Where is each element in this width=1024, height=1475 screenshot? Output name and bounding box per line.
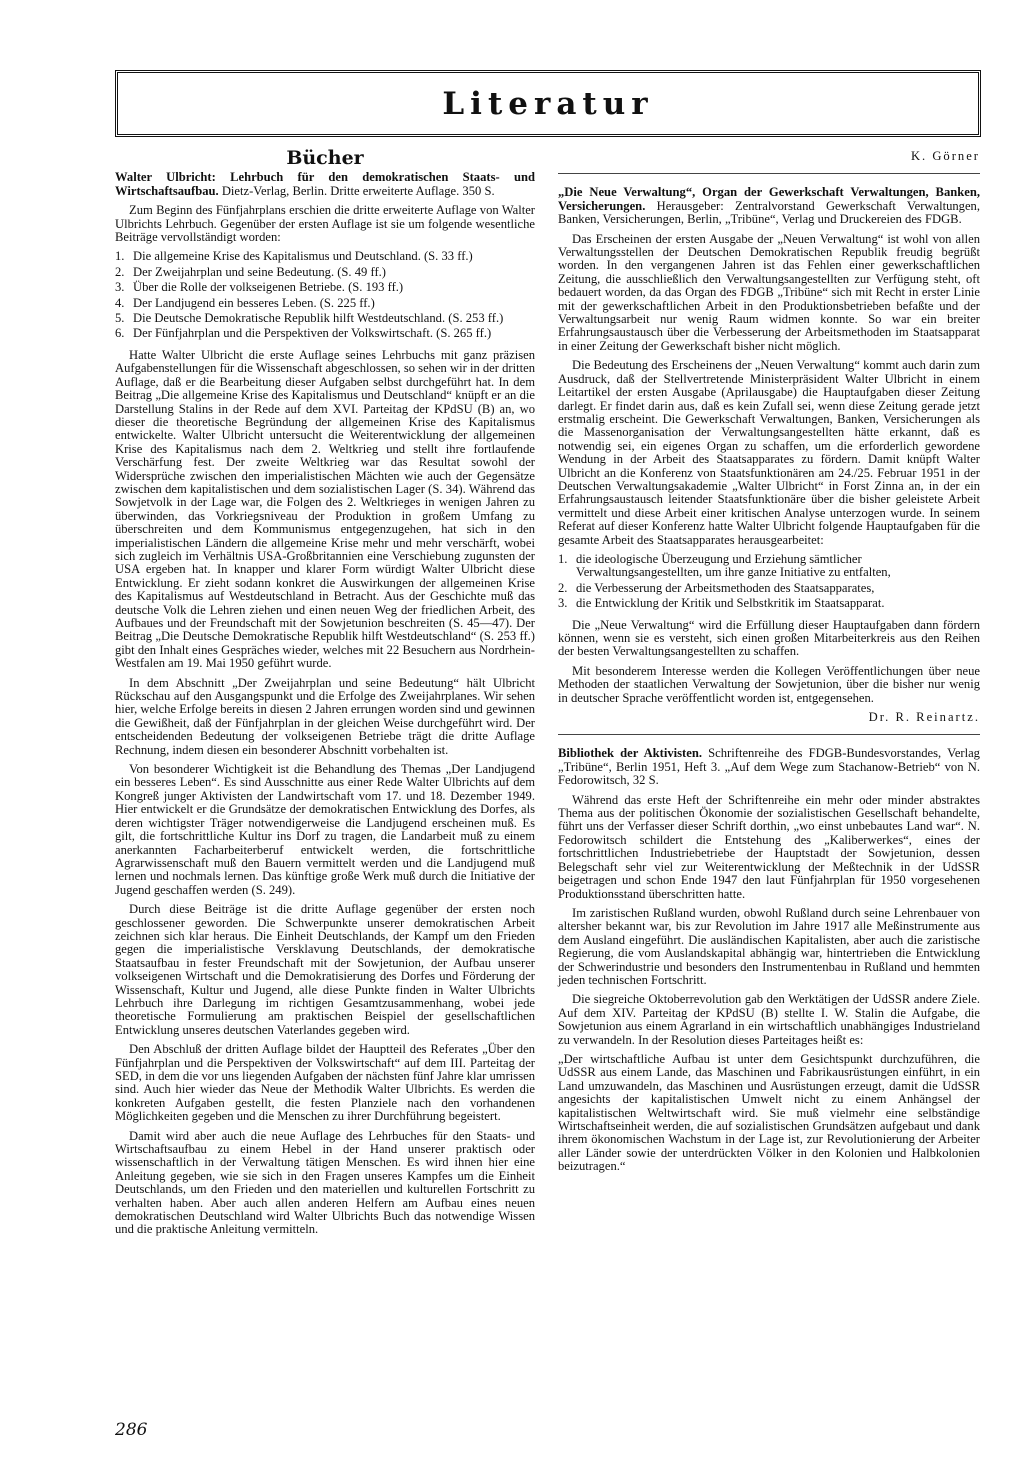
list-number: 2. [558, 580, 568, 595]
review-paragraph-continued: Damit wird aber auch die neue Auflage des Lehrbuches für den Staats- und Wirtschaftsaufbau zu einem Hebel in der Hand unserer praktisch oder wissenschaftlich in der Verwaltung tätigen Menschen. Es wird ihnen hier eine Anleitung gegeben, wie sie sich in den Fragen unseres Kampfes um die Einheit Deutschlands, um den Frieden und den materiellen und kulturellen Fortschritt zu verhalten haben. Aber auch allen anderen Helfern am Aufbau eines neuen demokratischen Deutschland wird Walter Ulbrichts Buch das notwendige Wissen und die praktische Anleitung vermitteln. [115, 1128, 535, 1237]
divider [558, 734, 980, 735]
list-number: 4. [115, 295, 125, 310]
list-text: Die Deutsche Demokratische Republik hilft Westdeutschland. (S. 253 ff.) [133, 311, 504, 326]
review-paragraph: Mit besonderem Interesse werden die Kollegen Veröffentlichungen über neue Methoden der staatlichen Verwaltung der Sowjetunion, über die bisher nur wenig in deutscher Sprache veröffentlicht worden ist, entgegensehen. [558, 663, 980, 705]
page-number: 286 [115, 1420, 148, 1440]
book-entry-title: „Die Neue Verwaltung“, Organ der Gewerkschaft Verwaltungen, Banken, Versicherungen. [558, 185, 980, 213]
book-entry-ulbricht [115, 171, 535, 198]
right-column [558, 148, 980, 1180]
list-item [558, 597, 980, 610]
review-paragraph: Hatte Walter Ulbricht die erste Auflage seines Lehrbuchs mit ganz präzisen Aufgabenstellungen für die Wissenschaft abgeschlossen, so sehen wir in der dritten Auflage, daß er die Bearbeitung dieser Aufgaben selbst durchgeführt hat. In dem Beitrag „Die allgemeine Krise des Kapitalismus und Deutschland“ knüpft er an die Darstellung Stalins in der Rede auf dem XVI. Parteitag der KPdSU (B) an, wo dieser die theoretische Begründung der allgemeinen Krise des Kapitalismus entwickelte. Walter Ulbricht untersucht die Weiterentwicklung der allgemeinen Krise des Kapitalismus nach dem 2. Weltkrieg und stellt ihre fortlaufende Verschärfung fest. Der zweite Weltkrieg war das Resultat sowohl der Widersprüche zwischen den imperialistischen Mächten wie auch der Gegensätze zwischen dem kapitalistischen und dem sozialistischen Lager (S. 34). Während das Sowjetvolk in der Lage war, die Folgen des 2. Weltkrieges in wenigen Jahren zu überwinden, das Vorkriegsniveau der Produktion in großem Umfang zu überschreiten und dem Kommunismus entgegenzugehen, hat sich in den imperialistischen Ländern die allgemeine Krise mehr und mehr verschärft, wobei sich zugleich im Verhältnis USA-Großbritannien eine Verschiebung zugunsten der USA ergeben hat. In knapper und klarer Form würdigt Walter Ulbricht diese Entwicklung. Er zieht sodann konkret die Auswirkungen der allgemeinen Krise des Kapitalismus auf Westdeutschland in Betracht. Aus der Geschichte muß das deutsche Volk die Lehren ziehen und einen neuen Weg der friedlichen Arbeit, des Aufbaues und der Freundschaft mit der Sowjetunion beschreiten (S. 45—47). Der Beitrag „Die Deutsche Demokratische Republik hilft Westdeutschland“ (S. 253 ff.) gibt den Inhalt eines Gespräches wieder, welches mit 22 Besuchern aus Nordrhein-Westfalen am 19. Mai 1950 geführt wurde. [115, 347, 535, 671]
list-item [115, 281, 535, 294]
signature-reinartz: Dr. R. Reinartz. [868, 710, 980, 725]
review-paragraph: Die siegreiche Oktoberrevolution gab den Werktätigen der UdSSR andere Ziele. Auf dem XIV. Parteitag der KPdSU (B) stellte I. W. Stalin die Aufgabe, die Sowjetunion aus einem Agrarland in ein wirtschaftlich unabhängiges Industrieland zu verwandeln. In der Resolution dieses Parteitages heißt es: [558, 992, 980, 1047]
book-entry-details: Dietz-Verlag, Berlin. Dritte erweiterte Auflage. 350 S. [218, 183, 495, 198]
left-column [115, 148, 535, 1243]
book-entry-details: Herausgeber: Zentralvorstand Gewerkschaft Verwaltungen, Banken, Versicherungen, Berlin, „Tribüne“, Verlag und Druckereien des FDGB. [558, 198, 980, 227]
review-paragraph: Zum Beginn des Fünfjahrplans erschien die dritte erweiterte Auflage von Walter Ulbrichts Lehrbuch. Gegenüber der ersten Auflage ist sie um folgende wesentliche Beiträge vervollständigt worden: [115, 203, 535, 245]
list-item [558, 553, 980, 580]
review-paragraph: Von besonderer Wichtigkeit ist die Behandlung des Themas „Der Landjugend ein besseres Leben“. Es sind Ausschnitte aus einer Rede Walter Ulbrichts auf dem Kongreß junger Aktivisten der Landwirtschaft vom 17. und 18. Dezember 1949. Hier entwickelt er die Grundsätze der demokratischen Entwicklung des Dorfes, als deren wichtigster Träger notwendigerweise die Landjugend erscheinen muß. Es gilt, die fortschrittliche Kultur ins Dorf zu tragen, die Landarbeit muß zu einem anerkannten Facharbeiterberuf entwickelt werden, die fortschrittliche Agrarwissenschaft muß den Bauern vermittelt werden und die Landjugend muß lernen und nochmals lernen. Das künftige große Werk muß durch die Initiative der Jugend geschaffen werden (S. 249). [115, 762, 535, 897]
list-text: Der Zweijahrplan und seine Bedeutung. (S. 49 ff.) [133, 264, 386, 279]
list-text: die ideologische Überzeugung und Erziehung sämtlicher Verwaltungsangestellten, um ihre ganze Initiative zu entfalten, [576, 551, 891, 580]
book-entry-title: Bibliothek der Aktivisten. [558, 746, 702, 761]
review-paragraph: Den Abschluß der dritten Auflage bildet der Hauptteil des Referates „Über den Fünfjahrplan und die Perspektiven der Volkswirtschaft“ auf dem III. Parteitag der SED, in dem die vor uns liegenden Aufgaben der nächsten fünf Jahre klar umrissen sind. Auch hier wieder das Neue der Methodik Walter Ulbrichts. Es werden die konkreten Aufgaben gestellt, die festen Planziele nach den vorhandenen Möglichkeiten gegeben und die Menschen zu ihrer Durchführung begeistert. [115, 1042, 535, 1124]
list-text: Die allgemeine Krise des Kapitalismus und Deutschland. (S. 33 ff.) [133, 249, 473, 264]
list-item [558, 582, 980, 595]
list-text: Über die Rolle der volkseigenen Betriebe. (S. 193 ff.) [133, 280, 404, 295]
review-paragraph: Die Bedeutung des Erscheinens der „Neuen Verwaltung“ kommt auch darin zum Ausdruck, daß der Stellvertretende Ministerpräsident Walter Ulbricht in einem Leitartikel der ersten Ausgabe (Aprilausgabe) die Hauptaufgaben dieser Zeitung darlegt. Er findet darin aus, daß es kein Zufall sei, wenn diese Zeitung gerade jetzt erstmalig erscheint. Die Gewerkschaft Verwaltungen, Banken, Versicherungen als die Massenorganisation der Verwaltungsangestellten hätte erkannt, daß es notwendig sei, ein eigenes Organ zu schaffen, um die erforderlich gewordene Wendung in der Arbeit des Staatsapparates zu fördern. Damit knüpft Walter Ulbricht an die Konferenz von Staatsfunktionären am 24./25. Februar 1951 in der Deutschen Verwaltungsakademie „Walter Ulbricht“ in Forst Zinna an, in der ein Erfahrungsaustausch leitender Staatsfunktionäre über die bisher geleistete Arbeit vermittelt und diese Arbeit einer kritischen Analyse unterzogen wurde. In seinem Referat auf dieser Konferenz hatte Walter Ulbricht folgende Hauptaufgaben für die gesamte Arbeit des Staatsapparates herausgearbeitet: [558, 358, 980, 547]
book-entry-bibliothek [558, 747, 980, 787]
header-frame [115, 70, 981, 137]
list-text: die Verbesserung der Arbeitsmethoden des Staatsapparates, [576, 580, 875, 595]
list-text: Der Fünfjahrplan und die Perspektiven der Volkswirtschaft. (S. 265 ff.) [133, 326, 492, 341]
contents-list [115, 250, 535, 340]
review-paragraph: Die „Neue Verwaltung“ wird die Erfüllung dieser Hauptaufgaben dann fördern können, wenn sie es versteht, sich einen großen Mitarbeiterkreis aus den Reihen der besten Verwaltungsangestellten zu schaffen. [558, 617, 980, 659]
review-paragraph: Das Erscheinen der ersten Ausgabe der „Neuen Verwaltung“ ist wohl von allen Verwaltungsstellen der Deutschen Demokratischen Republik freudig begrüßt worden. In den vergangenen Jahren ist das Fehlen einer gewerkschaftlichen Zeitung, die ausschließlich den Verwaltungsangestellten zur Verfügung steht, oft bedauert worden, da das Organ des FDGB „Tribüne“ sich mit Recht in erster Linie mit der gewerkschaftlichen Arbeit in den Produktionsbetrieben befaßte und der Verwaltungsarbeit nur wenig Raum widmen konnte. So war ein breiter Erfahrungsaustausch über die Verbesserung der Arbeitsmethoden im Staatsapparat in einer Zeitung der Gewerkschaft bisher nicht möglich. [558, 231, 980, 353]
divider [558, 173, 980, 174]
review-paragraph: In dem Abschnitt „Der Zweijahrplan und seine Bedeutung“ hält Ulbricht Rückschau auf den Ausgangspunkt und die Erfolge des Zweijahrplanes. Wir sehen hier, welche Erfolge bereits in diesen 2 Jahren errungen worden sind und gewinnen die Gewißheit, daß der Fünfjahrplan in der gleichen Weise durchgeführt wird. Der entscheidenden Bedeutung der volkseigenen Betriebe trägt die dritte Auflage Rechnung, indem diesen ein besonderer Abschnitt vorbehalten ist. [115, 675, 535, 757]
section-heading: Bücher [286, 147, 364, 169]
review-paragraph: Durch diese Beiträge ist die dritte Auflage gegenüber der ersten noch geschlossener geworden. Die Schwerpunkte unserer demokratischen Arbeit zeichnen sich klar heraus. Die Einheit Deutschlands, der Kampf um den Frieden gegen die imperialistische Versklavung Deutschlands, der demokratische Staatsaufbau in fester Freundschaft mit der Sowjetunion, der Aufbau unserer volkseigenen Wirtschaft und die Demokratisierung des Dorfes und Förderung der Wissenschaft, Kultur und Jugend, alle diese Punkte finden in Walter Ulbrichts Lehrbuch ihre Darlegung im richtigen Gesamtzusammenhang, wobei jede theoretische Formulierung am praktischen Beispiel der gesellschaftlichen Entwicklung unseres deutschen Vaterlandes gegeben wird. [115, 902, 535, 1037]
list-item [115, 250, 535, 263]
list-number: 1. [558, 551, 568, 566]
list-text: die Entwicklung der Kritik und Selbstkritik im Staatsapparat. [576, 596, 885, 611]
list-number: 6. [115, 326, 125, 341]
review-paragraph: Im zaristischen Rußland wurden, obwohl Rußland durch seine Lehrenbauer von altersher bekannt war, bis zur Revolution im Jahre 1917 alle Meßinstrumente aus dem Ausland eingeführt. Die ausländischen Kapitalisten, aber auch die zaristische Regierung, die vom Auslandskapital abhängig war, hintertrieben die Entwicklung der Schwerindustrie und besonders den Instrumentenbau in Rußland und hemmten jeden technischen Fortschritt. [558, 905, 980, 987]
book-entry-title: Walter Ulbricht: Lehrbuch für den demokratischen Staats- und Wirtschaftsaufbau. [115, 170, 535, 198]
book-entry-details: Schriftenreihe des FDGB-Bundesvorstandes, Verlag „Tribüne“, Berlin 1951, Heft 3. „Auf dem Wege zum Stachanow-Betrieb“ von N. Fedorowitsch, 32 S. [558, 746, 980, 788]
list-number: 3. [115, 280, 125, 295]
list-number: 5. [115, 311, 125, 326]
page-title: Literatur [442, 85, 654, 122]
list-item [115, 266, 535, 279]
list-item [115, 312, 535, 325]
block-quote: „Der wirtschaftliche Aufbau ist unter dem Gesichtspunkt durchzuführen, die UdSSR aus einem Lande, das Maschinen und Fabrikausrüstungen einführt, in ein Land umzuwandeln, das Maschinen und Ausrüstungen erzeugt, damit die UdSSR angesichts der kapitalistischen Umwelt nicht zu einem Anhängsel der kapitalistischen Weltwirtschaft wird. Sie muß vielmehr eine selbständige Wirtschaftseinheit werden, die auf sozialistischen Grundsätzen aufgebaut und dank ihrem ökonomischen Wachstum in der Lage ist, zur Revolutionierung der Arbeiter aller Länder sowie der unterdrückten Völker in den Kolonien und Halbkolonien beizutragen.“ [558, 1051, 980, 1174]
list-number: 2. [115, 264, 125, 279]
list-item [115, 327, 535, 340]
list-item [115, 297, 535, 310]
list-text: Der Landjugend ein besseres Leben. (S. 225 ff.) [133, 295, 375, 310]
signature-goerner: K. Görner [910, 149, 980, 163]
tasks-list [558, 553, 980, 611]
list-number: 1. [115, 249, 125, 264]
list-number: 3. [558, 596, 568, 611]
review-paragraph: Während das erste Heft der Schriftenreihe ein mehr oder minder abstraktes Thema aus der politischen Ökonomie der sozialistischen Gesellschaft behandelte, führt uns der Verfasser dieser Schrift dorthin, „wo einst unbebautes Land war“. N. Fedorowitsch schildert die Entstehung des „Kaliberwerkes“, eines der fortschrittlichen Industriebetriebe der Hauptstadt der Sowjetunion, dessen Belegschaft sehr viel zur Weiterentwicklung der Meßtechnik in der UdSSR beigetragen und schon Ende 1947 den laut Fünfjahrplan für 1950 vorgesehenen Produktionsstand überschritten hatte. [558, 792, 980, 901]
book-entry-neue-verwaltung [558, 186, 980, 226]
